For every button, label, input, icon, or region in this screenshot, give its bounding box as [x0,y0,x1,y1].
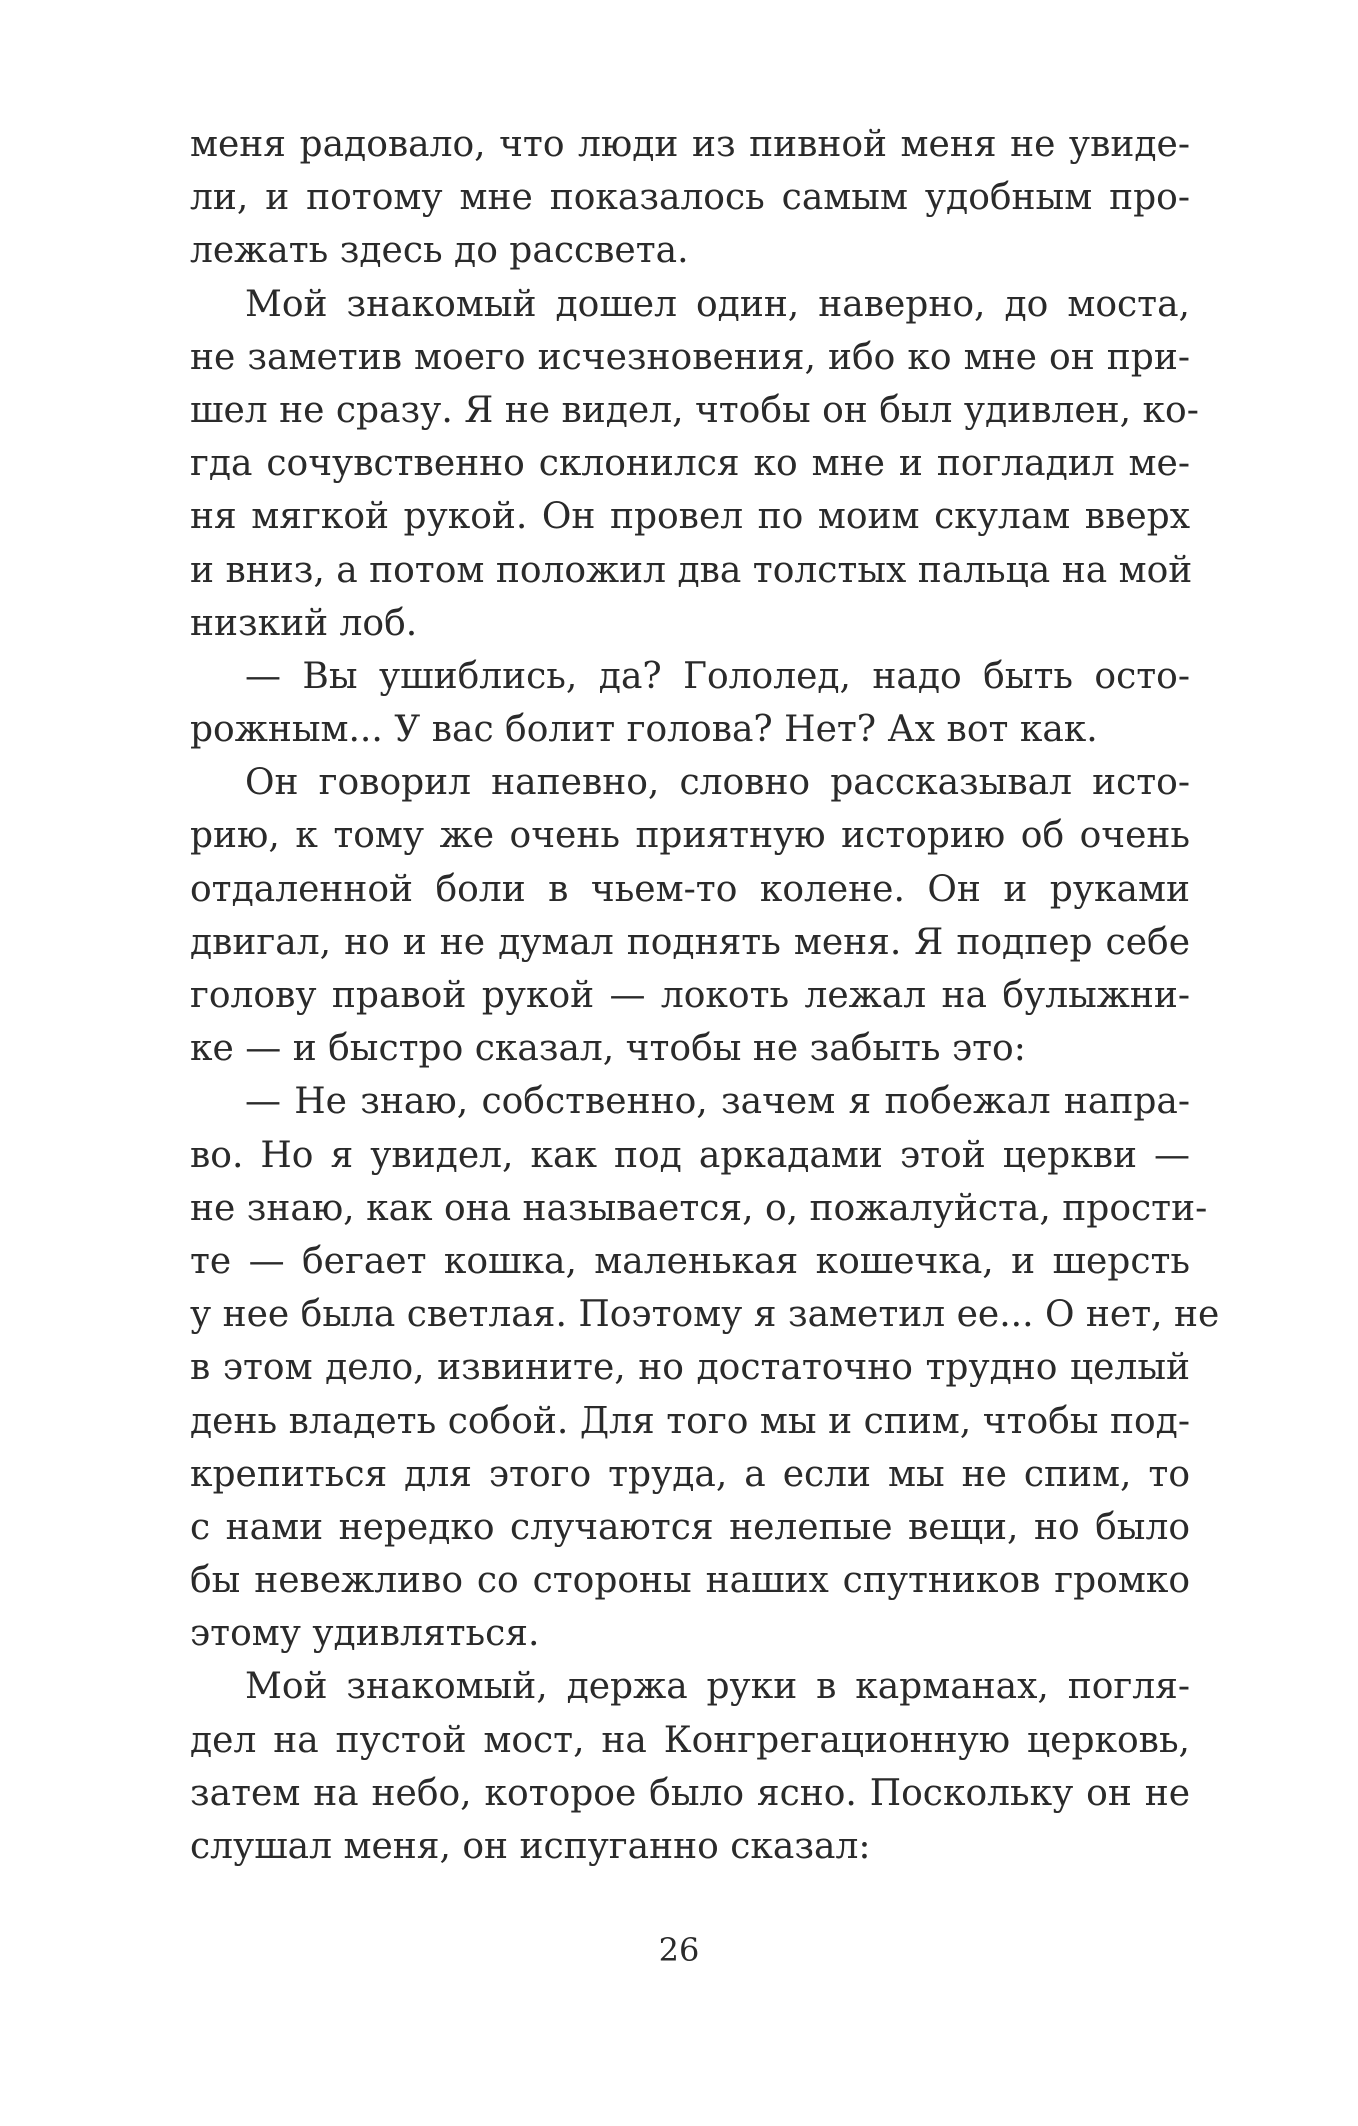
text-line: у нее была светлая. Поэтому я заметил ее... О нет, не [190,1294,1220,1336]
text-line: и вниз, а потом положил два толстых пальца на мой [190,549,1193,591]
text-line: рию, к тому же очень приятную историю об очень [190,815,1190,857]
text-line: голову правой рукой — локоть лежал на булыжни- [190,975,1190,1016]
text-line: — Не знаю, собственно, зачем я побежал напра- [245,1081,1190,1123]
text-line: рожным... У вас болит голова? Нет? Ах вот как. [190,709,1098,751]
text-line: двигал, но и не думал поднять меня. Я подпер себе [190,921,1190,963]
text-line: ке — и быстро сказал, чтобы не забыть это: [190,1028,1026,1070]
text-line: день владеть собой. Для того мы и спим, чтобы под- [190,1400,1190,1442]
text-line: ли, и потому мне показалось самым удобным про- [190,177,1190,219]
text-line: шел не сразу. Я не видел, чтобы он был удивлен, ко- [190,389,1199,431]
text-line: Он говорил напевно, словно рассказывал исто- [245,762,1190,804]
text-line: крепиться для этого труда, а если мы не спим, то [190,1453,1190,1495]
page-number: 26 [658,1931,700,1969]
text-line: затем на небо, которое было ясно. Поскольку он не [190,1772,1190,1814]
text-line: — Вы ушиблись, да? Гололед, надо быть осто- [245,655,1190,697]
text-line: низкий лоб. [190,602,418,644]
text-line: не знаю, как она называется, о, пожалуйста, прости- [190,1187,1208,1229]
text-line: слушал меня, он испуганно сказал: [190,1826,871,1867]
text-line: ня мягкой рукой. Он провел по моим скулам вверх [190,496,1190,538]
text-line: во. Но я увидел, как под аркадами этой церкви — [190,1134,1190,1176]
text-line: Мой знакомый, держа руки в карманах, погля- [245,1666,1190,1708]
text-line: с нами нередко случаются нелепые вещи, но было [190,1506,1190,1548]
text-line: те — бегает кошка, маленькая кошечка, и шерсть [190,1240,1190,1282]
text-line: дел на пустой мост, на Конгрегационную церковь, [190,1719,1190,1761]
text-line: этому удивляться. [190,1613,540,1655]
text-line: лежать здесь до рассвета. [190,230,689,272]
text-line: бы невежливо со стороны наших спутников громко [190,1560,1190,1602]
text-line: меня радовало, что люди из пивной меня не увиде- [190,124,1190,165]
text-line: гда сочувственно склонился ко мне и погладил ме- [190,443,1190,485]
text-line: в этом дело, извините, но достаточно трудно целый [190,1347,1190,1389]
text-line: не заметив моего исчезновения, ибо ко мне он при- [190,336,1190,378]
body-text [190,118,1220,1873]
text-line: Мой знакомый дошел один, наверно, до моста, [245,283,1190,325]
text-line: отдаленной боли в чьем-то колене. Он и руками [190,868,1190,910]
